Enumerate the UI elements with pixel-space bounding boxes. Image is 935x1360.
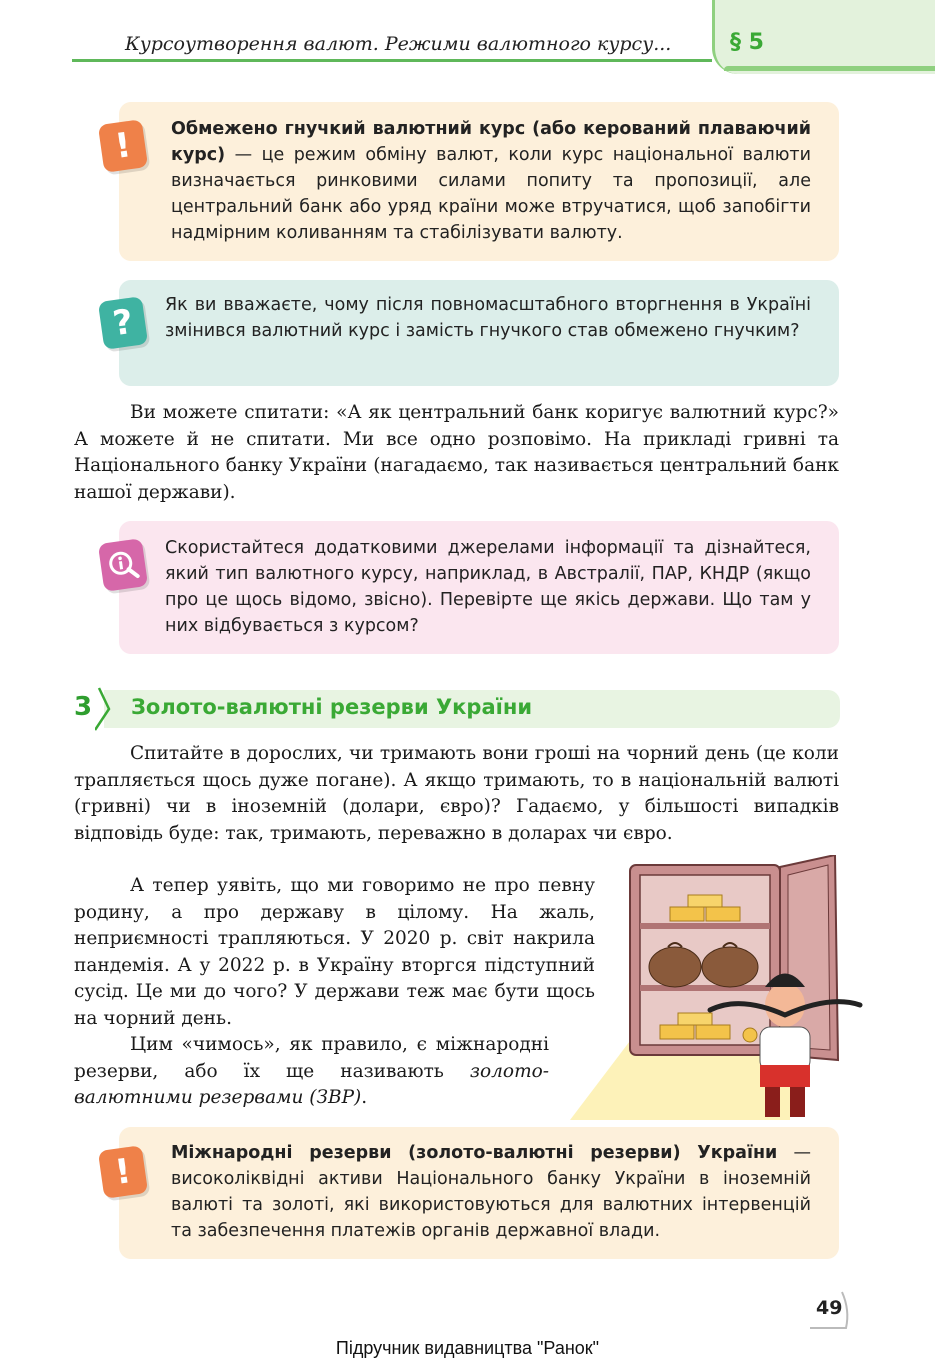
- publisher-footer: Підручник видавництва "Ранок": [335, 1338, 600, 1358]
- section-heading-number: 3: [74, 692, 93, 722]
- info-magnifier-icon: [98, 538, 148, 592]
- term-italic: золото-валютними резервами (ЗВР): [74, 1060, 549, 1108]
- safe-with-gold-and-cossack-illustration: [560, 855, 870, 1125]
- definition-term: Міжнародні резерви (золото-валютні резерви) України: [171, 1143, 778, 1163]
- paragraph-text-part: .: [361, 1087, 368, 1108]
- exclamation-icon: !: [98, 1145, 148, 1199]
- question-text: Як ви вважаєте, чому після повномасштабного вторгнення в Україні змінився валютний курс і замість гнучкого став обмежено гнучким?: [165, 295, 811, 341]
- definition-text: [171, 1140, 811, 1244]
- section-number: § 5: [730, 30, 764, 55]
- paragraph: [74, 1032, 549, 1112]
- definition-text: [171, 116, 811, 246]
- paragraph-text: А тепер уявіть, що ми говоримо не про певну родину, а про державу в цілому. На жаль, неприємності трапляються. У 2020 р. світ накрила пандемія. А у 2022 р. в Україну вторгся підступний сусід. Це ми до чого? У держави теж має бути щось на чорний день.: [74, 875, 595, 1029]
- paragraph: [74, 741, 839, 847]
- exclamation-icon: !: [98, 119, 148, 173]
- definition-body: — це режим обміну валют, коли курс національної валюти визначається ринковими силами попиту та пропозиції, але центральний банк або уряд країни може втручатися, щоб запобігти надмірним коливанням та стабілізувати валюту.: [171, 145, 811, 243]
- section-heading-divider: [95, 686, 115, 732]
- research-text: Скористайтеся додатковими джерелами інформації та дізнайтеся, який тип валютного курсу, наприклад, в Австралії, ПАР, КНДР (якщо про це щось відомо, звісно). Перевірте ще якісь держави. Що там у них відбувається з курсом?: [165, 538, 811, 636]
- section-tab-line: [724, 66, 935, 71]
- paragraph-text: [74, 1032, 549, 1112]
- chapter-title: Курсоутворення валют. Режими валютного курсу...: [125, 33, 672, 55]
- paragraph: [74, 873, 595, 1032]
- definition-term: Обмежено гнучкий валютний курс (або керований плаваючий курс): [171, 119, 811, 165]
- paragraph-text: Спитайте в дорослих, чи тримають вони гроші на чорний день (це коли трапляється щось дуже погане). А якщо тримають, то в національній валюті (гривні) чи в іноземній (долари, євро)? Гадаємо, у більшості випадків відповідь буде: так, тримають, переважно в доларах чи євро.: [74, 743, 839, 844]
- paragraph: [74, 400, 839, 506]
- section-heading-title: Золото-валютні резерви України: [131, 695, 533, 719]
- paragraph-text-part: Цим «чимось», як правило, є міжнародні резерви, або їх ще називають: [74, 1034, 549, 1082]
- page-number: 49: [816, 1297, 843, 1319]
- header-divider: [72, 59, 712, 62]
- question-icon: ?: [98, 296, 148, 350]
- definition-body: — високоліквідні активи Національного банку України в іноземній валюті та золоті, які використовуються для валютних інтервенцій та забезпечення платежів органів державної влади.: [171, 1143, 811, 1241]
- paragraph-text: Ви можете спитати: «А як центральний банк коригує валютний курс?» А можете й не спитати. Ми все одно розповімо. На прикладі гривні та Національного банку України (нагадаємо, так називається центральний банк нашої держави).: [74, 402, 839, 503]
